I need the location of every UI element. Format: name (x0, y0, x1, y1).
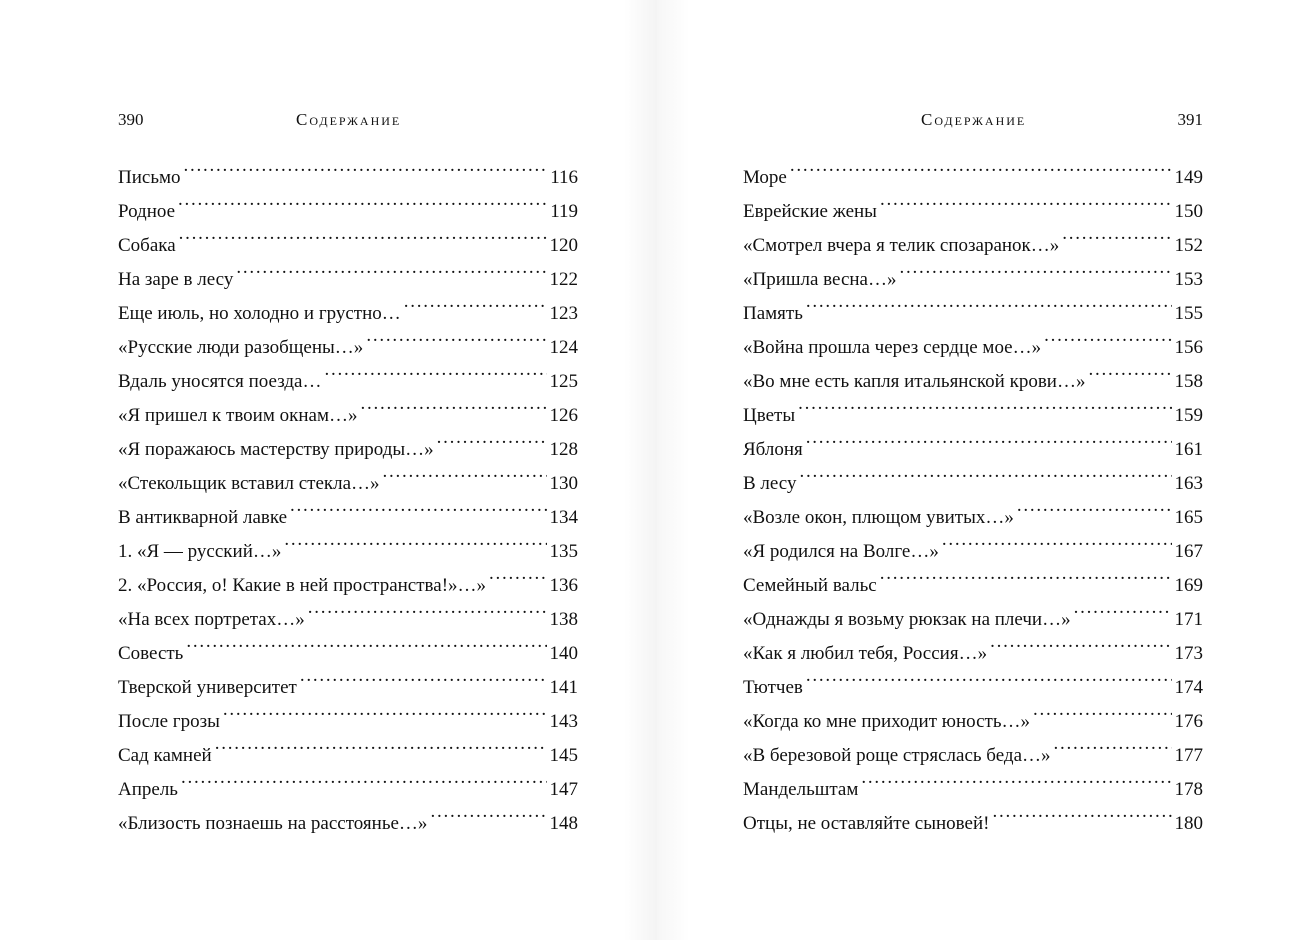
dot-leader (181, 761, 547, 795)
dot-leader (1033, 693, 1171, 727)
toc-entry-page-number: 177 (1174, 745, 1203, 766)
toc-entry-page-number: 122 (549, 269, 578, 290)
toc-entry-title: Море (743, 167, 787, 188)
toc-entry-title: Мандельштам (743, 779, 859, 800)
toc-entry (118, 183, 578, 222)
toc-entry (743, 285, 1203, 324)
toc-entry-page-number: 138 (549, 609, 578, 630)
toc-entry-title: Семейный вальс (743, 575, 877, 596)
dot-leader (1017, 489, 1172, 523)
toc-entry-page-number: 145 (549, 745, 578, 766)
toc-entry-page-number: 140 (549, 643, 578, 664)
dot-leader (798, 387, 1171, 421)
toc-entry (743, 421, 1203, 460)
toc-entry-title: «Русские люди разобщены…» (118, 337, 364, 358)
toc-entry-page-number: 173 (1174, 643, 1203, 664)
table-of-contents-right (743, 149, 1203, 834)
toc-entry (743, 319, 1203, 358)
toc-entry-page-number: 120 (549, 235, 578, 256)
toc-entry-page-number: 134 (549, 507, 578, 528)
dot-leader (300, 659, 547, 693)
toc-entry (743, 183, 1203, 222)
toc-entry-page-number: 136 (549, 575, 578, 596)
dot-leader (790, 149, 1172, 183)
dot-leader (223, 693, 547, 727)
page-number: 391 (1177, 110, 1203, 129)
toc-entry-page-number: 147 (549, 779, 578, 800)
toc-entry-page-number: 163 (1174, 473, 1203, 494)
toc-entry-page-number: 178 (1174, 779, 1203, 800)
dot-leader (806, 659, 1172, 693)
toc-entry (118, 659, 578, 698)
toc-entry (118, 761, 578, 800)
toc-entry-title: «Как я любил тебя, Россия…» (743, 643, 988, 664)
dot-leader (366, 319, 546, 353)
toc-entry-page-number: 141 (549, 677, 578, 698)
dot-leader (880, 557, 1172, 591)
toc-entry-title: В лесу (743, 473, 797, 494)
toc-entry-page-number: 123 (549, 303, 578, 324)
toc-entry-title: Еще июль, но холодно и грустно… (118, 303, 401, 324)
toc-entry-page-number: 174 (1174, 677, 1203, 698)
dot-leader (186, 625, 546, 659)
toc-entry-title: «В березовой роще стряслась беда…» (743, 745, 1051, 766)
dot-leader (800, 455, 1172, 489)
toc-entry-title: «Когда ко мне приходит юность…» (743, 711, 1031, 732)
toc-entry-page-number: 158 (1174, 371, 1203, 392)
dot-leader (1088, 353, 1171, 387)
dot-leader (184, 149, 548, 183)
dot-leader (806, 421, 1172, 455)
dot-leader (178, 183, 547, 217)
toc-entry-title: Тютчев (743, 677, 803, 698)
toc-entry-page-number: 149 (1174, 167, 1203, 188)
page-number: 390 (118, 110, 144, 129)
toc-entry-title: «Я пришел к твоим окнам…» (118, 405, 358, 426)
toc-entry-title: «Смотрел вчера я телик спозаранок…» (743, 235, 1060, 256)
dot-leader (1054, 727, 1172, 761)
toc-entry-title: «На всех портретах…» (118, 609, 305, 630)
dot-leader (1062, 217, 1171, 251)
right-page-header (743, 108, 1203, 132)
dot-leader (1044, 319, 1171, 353)
toc-entry-page-number: 176 (1174, 711, 1203, 732)
dot-leader (404, 285, 547, 319)
toc-entry-page-number: 153 (1174, 269, 1203, 290)
toc-entry-title: Апрель (118, 779, 178, 800)
toc-entry (743, 455, 1203, 494)
toc-entry-page-number: 159 (1174, 405, 1203, 426)
toc-entry-title: «Близость познаешь на расстоянье…» (118, 813, 428, 834)
toc-entry-page-number: 167 (1174, 541, 1203, 562)
toc-entry (118, 149, 578, 188)
table-of-contents-left (118, 149, 578, 834)
dot-leader (215, 727, 547, 761)
toc-entry-title: Яблоня (743, 439, 803, 460)
dot-leader (1074, 591, 1172, 625)
toc-entry-page-number: 135 (549, 541, 578, 562)
toc-entry-title: Совесть (118, 643, 184, 664)
dot-leader (990, 625, 1171, 659)
dot-leader (430, 795, 546, 829)
toc-entry-title: «Я родился на Волге…» (743, 541, 939, 562)
dot-leader (236, 251, 546, 285)
toc-entry-title: Письмо (118, 167, 181, 188)
toc-entry-title: Отцы, не оставляйте сыновей! (743, 813, 990, 834)
left-page-header (118, 108, 578, 132)
toc-entry (743, 693, 1203, 732)
toc-entry (118, 217, 578, 256)
dot-leader (324, 353, 546, 387)
toc-entry-title: 1. «Я — русский…» (118, 541, 282, 562)
toc-entry-title: «Во мне есть капля итальянской крови…» (743, 371, 1086, 392)
toc-entry-page-number: 171 (1174, 609, 1203, 630)
dot-leader (489, 557, 546, 591)
dot-leader (308, 591, 547, 625)
dot-leader (284, 523, 546, 557)
toc-entry (743, 489, 1203, 528)
toc-entry-title: После грозы (118, 711, 220, 732)
toc-entry-page-number: 156 (1174, 337, 1203, 358)
toc-entry-page-number: 119 (550, 201, 578, 222)
dot-leader (383, 455, 547, 489)
toc-entry (743, 149, 1203, 188)
toc-entry (743, 659, 1203, 698)
toc-entry-title: «Стекольщик вставил стекла…» (118, 473, 380, 494)
dot-leader (942, 523, 1172, 557)
toc-entry-title: На заре в лесу (118, 269, 234, 290)
right-page (657, 0, 1314, 940)
toc-entry-page-number: 150 (1174, 201, 1203, 222)
toc-entry (118, 625, 578, 664)
toc-entry-title: 2. «Россия, о! Какие в ней пространства!»…» (118, 575, 487, 596)
toc-entry-title: Вдаль уносятся поезда… (118, 371, 322, 392)
toc-entry-page-number: 161 (1174, 439, 1203, 460)
toc-entry-title: «Пришла весна…» (743, 269, 897, 290)
toc-entry-title: Цветы (743, 405, 796, 426)
toc-entry-title: «Возле окон, плющом увитых…» (743, 507, 1014, 528)
toc-entry-title: Память (743, 303, 803, 324)
dot-leader (179, 217, 547, 251)
toc-entry-title: Родное (118, 201, 176, 222)
toc-entry-page-number: 124 (549, 337, 578, 358)
toc-entry-title: Сад камней (118, 745, 212, 766)
dot-leader (880, 183, 1172, 217)
toc-entry-page-number: 130 (549, 473, 578, 494)
toc-entry-page-number: 169 (1174, 575, 1203, 596)
dot-leader (437, 421, 547, 455)
toc-entry-title: В антикварной лавке (118, 507, 288, 528)
toc-entry-page-number: 152 (1174, 235, 1203, 256)
dot-leader (899, 251, 1171, 285)
dot-leader (806, 285, 1172, 319)
toc-entry-page-number: 165 (1174, 507, 1203, 528)
dot-leader (290, 489, 546, 523)
toc-entry-page-number: 148 (549, 813, 578, 834)
toc-entry (118, 251, 578, 290)
toc-entry-title: «Война прошла через сердце мое…» (743, 337, 1042, 358)
toc-entry-title: Еврейские жены (743, 201, 877, 222)
running-title: Содержание (296, 110, 402, 129)
toc-entry-page-number: 180 (1174, 813, 1203, 834)
toc-entry (743, 387, 1203, 426)
dot-leader (861, 761, 1171, 795)
toc-entry (118, 795, 578, 834)
toc-entry-page-number: 128 (549, 439, 578, 460)
toc-entry-title: «Я поражаюсь мастерству природы…» (118, 439, 434, 460)
toc-entry-title: «Однажды я возьму рюкзак на плечи…» (743, 609, 1071, 630)
toc-entry-page-number: 126 (549, 405, 578, 426)
toc-entry-page-number: 155 (1174, 303, 1203, 324)
toc-entry-title: Собака (118, 235, 176, 256)
toc-entry-page-number: 125 (549, 371, 578, 392)
dot-leader (992, 795, 1171, 829)
toc-entry-page-number: 116 (550, 167, 578, 188)
running-title: Содержание (921, 110, 1027, 129)
toc-entry-title: Тверской университет (118, 677, 297, 698)
toc-entry-page-number: 143 (549, 711, 578, 732)
dot-leader (360, 387, 546, 421)
